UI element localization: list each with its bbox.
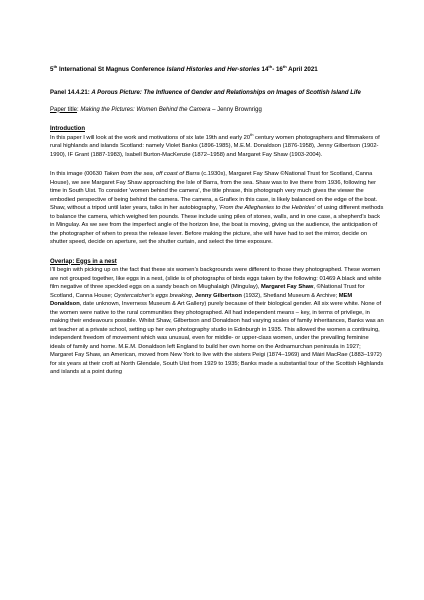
text: In this paper I will look at the work and motivations of six late 19th and early 20 (50, 134, 251, 141)
conference-date: April 2021 (288, 66, 318, 73)
panel-name: A Porous Picture: The Influence of Gender and Relationships on Images of Scottish Island Life (91, 89, 361, 96)
superscript: th (282, 64, 287, 69)
image-title: Oystercatcher’s eggs breaking (113, 292, 192, 299)
text: I’ll begin with picking up on the fact that these six women’s backgrounds were different to those they photographed. These women are not grouped together, like eggs in a nest, (slide is of photographs of birds eggs taken by the following: 01469 A black and white film negative of three speckled eggs on a sandy beach on Miughalaigh (Mingulay), (50, 267, 382, 290)
paper-author: – Jenny Brownrigg (210, 106, 262, 113)
text: (1932), Shetland Museum & Archive; (241, 292, 339, 299)
section-heading-introduction: Introduction (50, 126, 85, 132)
conference-date: - 16 (272, 66, 283, 73)
conference-theme: Island Histories and Her-stories (166, 66, 260, 73)
text: , date unknown, Inverness Museum & Art Gallery) purely because of their biological gender. All six were white. None of the women were native to the rural communities they photographed. All had independent means – key, in terms of privilege, in making their endeavours possible. Whilst Shaw, Gilbertson and Donaldson had varying scales of family inheritances, Banks was an art teacher at a private school, setting up her own photography studio in Edinburgh in 1935. This allowed the women a continuing, independent freedom of movement which was unusual, even for middle- or upper-class women, under the prevailing feminine ideals of family and home. M.E.M. Donaldson left England to build her own home on the Ardnamurchan peninsula in 1927; Margaret Fay Shaw, an American, moved from New York to live with the sisters Peigi (1874–1969) and Màiri MacRae (1883–1972) for six years at their croft at North Glendale, South Uist from 1929 to 1935; Banks made a substantial tour of the Scottish Highlands and islands at a point during (50, 301, 384, 375)
panel-title (50, 89, 384, 98)
text: In this image (00630 (50, 171, 104, 177)
text: , ©National Trust for Scotland, Canna House; (50, 284, 365, 299)
superscript: th (250, 131, 254, 137)
paragraph (50, 170, 384, 247)
conference-number: 5 (50, 66, 54, 73)
text: , (191, 292, 195, 299)
section-heading-overlap: Overlap: Eggs in a nest (50, 258, 117, 265)
paper-title-label: Paper title (50, 106, 78, 113)
text: ’ of using different methods to balance the camera, which weighed ten pounds. These include using piles of stones, walls, and in one case, a shepherd’s back in Mingulay. As we see from the imperfect angle of the horizon line, the boat is moving, giving us the audience, the anticipation of the photographer of when to press the release lever. Before making the picture, she will have had to set the mirror, decide on shutter speed, decide on aperture, set the shutter curtain, and select the time exposure. (50, 205, 384, 245)
paragraph (50, 131, 384, 160)
text: century women photographers and filmmakers of rural highlands and islands Scotland: namely Violet Banks (1896-1985), M.E.M. Donaldson (1876-1958), Jenny Gilbertson (1902-1990), IF Grant (1887-1983), Isabell Burton-MacKenzie (1872–1958) and Margaret Fay Shaw (1903-2004). (50, 134, 380, 158)
superscript: th (268, 64, 273, 69)
photographer-name: MEM Donaldson (50, 292, 353, 307)
photographer-name: Margaret Fay Shaw (260, 284, 314, 290)
book-title: From the Alleghenies to the Hebrides (219, 205, 315, 211)
text: (c.1930s), Margaret Fay Shaw ©National Trust for Scotland, Canna House), we see Margaret Fay Shaw approaching the Isle of Barra, from the sea. Shaw was to live there from 1936, following her time in South Uist. To consider ‘women behind the camera’, the title phrase, this photograph very much gives the viewer the embodied perspective of being behind the camera. The camera, a Graflex in this case, is likely balanced on the edge of the boat. Shaw, without a tripod until later years, talks in her autobiography, ‘ (50, 171, 378, 211)
paper-title-text: Making the Pictures: Women Behind the Camera (80, 106, 211, 113)
conference-date: 14 (261, 66, 269, 73)
paper-title: Paper title: Making the Pictures: Women Behind the Camera – Jenny Brownrigg (50, 106, 262, 113)
panel-label: Panel 14.4.21: (50, 89, 90, 96)
paragraph (50, 266, 384, 377)
conference-name: International St Magnus Conference (58, 66, 165, 73)
image-title: Taken from the sea, off coast of Barra (103, 171, 200, 177)
superscript: th (53, 64, 58, 69)
conference-header (50, 66, 384, 75)
photographer-name: Jenny Gilbertson (194, 292, 242, 299)
